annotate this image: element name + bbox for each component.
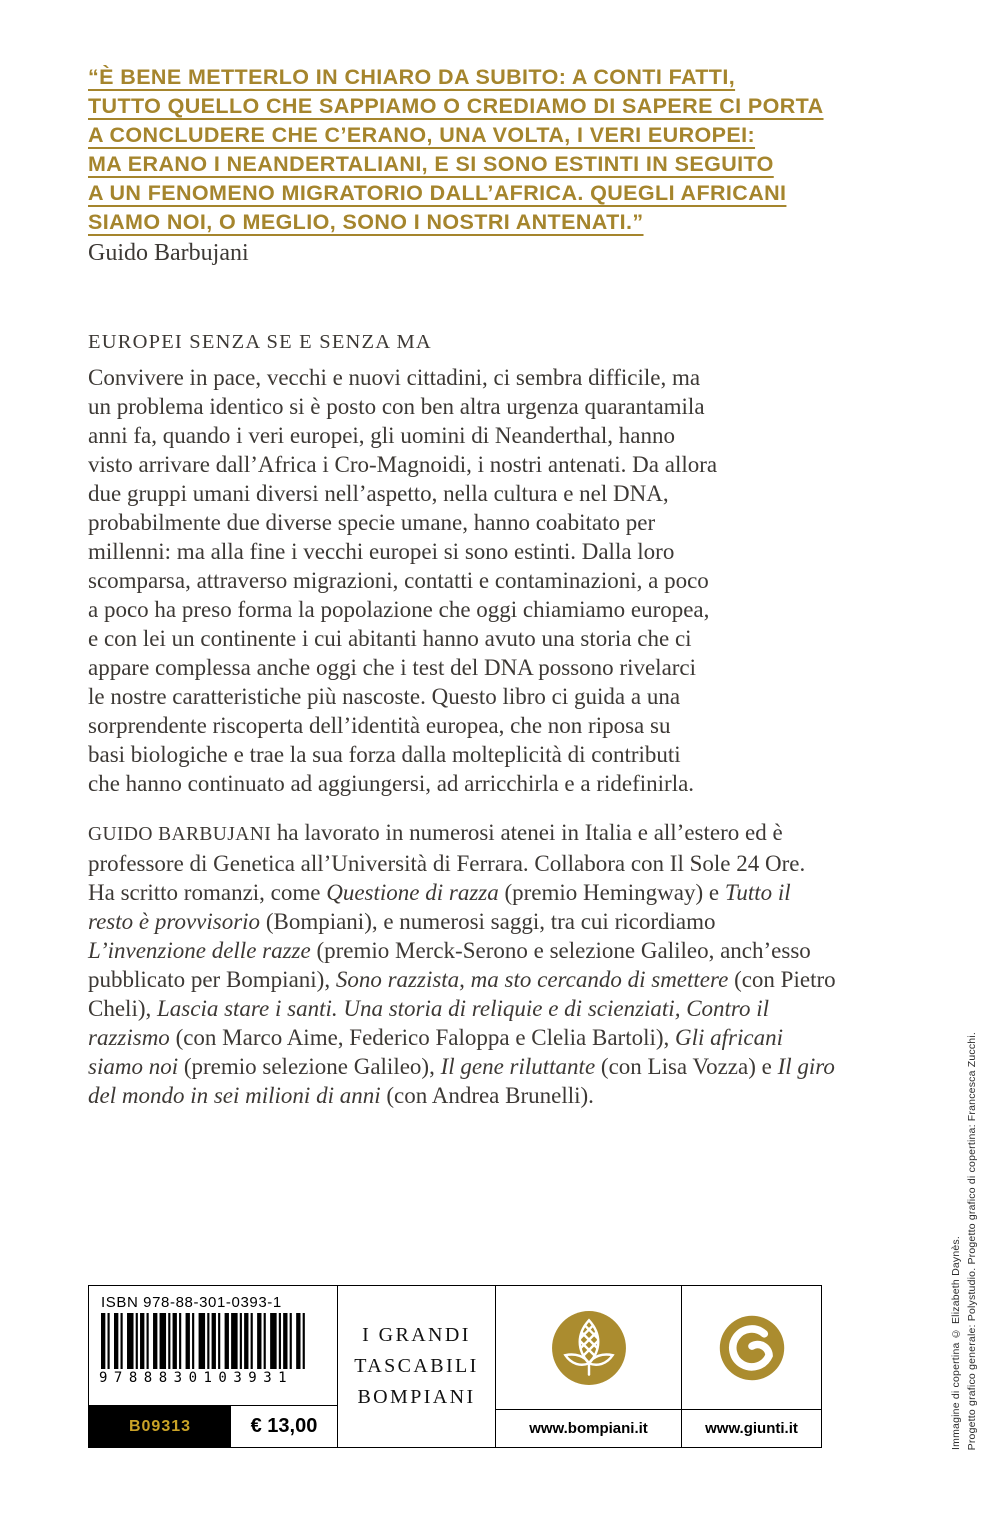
synopsis-heading: EUROPEI SENZA SE E SENZA MA <box>88 331 432 353</box>
credit-line-image: Immagine di copertina © Elizabeth Daynès. <box>950 1236 962 1450</box>
giunti-url: www.giunti.it <box>682 1409 821 1447</box>
price: € 13,00 <box>250 1415 318 1437</box>
bio-run: ha lavorato in numerosi atenei in Italia e all’estero ed è professore di Genetica all’Università di Ferrara. Collabora con Il Sole 24 Ore. Ha scritto romanzi, come <box>88 820 806 905</box>
text-line: millenni: ma alla fine i vecchi europei si sono estinti. Dalla loro <box>88 539 675 564</box>
bio-run: (premio Merck-Serono e selezione Galileo, anch’esso pubblicato per Bompiani), <box>88 938 811 992</box>
footer-strip <box>88 1285 822 1448</box>
text-line: e con lei un continente i cui abitanti hanno avuto una storia che ci <box>88 626 692 651</box>
bio-run: (premio Hemingway) e <box>498 880 725 905</box>
text-line: a poco ha preso forma la popolazione che oggi chiamiamo europea, <box>88 597 710 622</box>
barcode-icon <box>101 1313 307 1369</box>
bompiani-panel <box>495 1286 681 1447</box>
text-line: “È BENE METTERLO IN CHIARO DA SUBITO: A CONTI FATTI, <box>88 65 736 89</box>
bompiani-logo-area <box>496 1286 681 1409</box>
text-line: appare complessa anche oggi che i test del DNA possono rivelarci <box>88 655 697 680</box>
bio-run: (premio selezione Galileo), <box>178 1054 441 1079</box>
text-line: visto arrivare dall’Africa i Cro-Magnoidi, i nostri antenati. Da allora <box>88 452 718 477</box>
text-line: A CONCLUDERE CHE C’ERANO, UNA VOLTA, I VERI EUROPEI: <box>88 123 756 147</box>
text-line: TASCABILI <box>354 1355 479 1377</box>
bio-run: Tutto il resto è provvisorio <box>88 880 791 934</box>
price-row <box>89 1405 337 1447</box>
bio-run: (con Marco Aime, Federico Faloppa e Clelia Bartoli), <box>169 1025 676 1050</box>
bompiani-url: www.bompiani.it <box>496 1409 681 1447</box>
giunti-panel <box>681 1286 821 1447</box>
text-line: probabilmente due diverse specie umane, hanno coabitato per <box>88 510 656 535</box>
bio-run: Gli africani siamo noi <box>88 1025 784 1079</box>
text-line: A UN FENOMENO MIGRATORIO DALL’AFRICA. QUEGLI AFRICANI <box>88 181 787 205</box>
barcode-panel <box>89 1286 337 1447</box>
bio-run: GUIDO BARBUJANI <box>88 824 272 845</box>
credits-vertical <box>950 1032 978 1450</box>
text-line: che hanno continuato ad aggiungersi, ad arricchirla e a ridefinirla. <box>88 771 695 796</box>
isbn-label: ISBN 978-88-301-0393-1 <box>101 1294 282 1311</box>
text-line: BOMPIANI <box>357 1386 476 1408</box>
text-line: I GRANDI <box>362 1324 471 1346</box>
text-line: scomparsa, attraverso migrazioni, contatti e contaminazioni, a poco <box>88 568 709 593</box>
bio-run: Sono razzista, ma sto cercando di smettere <box>335 967 729 992</box>
text-line: basi biologiche e trae la sua forza dalla molteplicità di contributi <box>88 742 681 767</box>
bompiani-flower-icon <box>550 1309 628 1387</box>
synopsis-text <box>88 363 908 798</box>
bio-run: Questione di razza <box>326 880 499 905</box>
barcode-digits: 9788830103931 <box>99 1370 294 1386</box>
text-line: SIAMO NOI, O MEGLIO, SONO I NOSTRI ANTENATI.” <box>88 210 644 234</box>
giunti-logo-area <box>682 1286 821 1409</box>
bio-run: (con Pietro Cheli), <box>88 967 836 1021</box>
text-line: le nostre caratteristiche più nascoste. Questo libro ci guida a una <box>88 684 681 709</box>
text-line: Convivere in pace, vecchi e nuovi cittadini, ci sembra difficile, ma <box>88 365 701 390</box>
text-line: due gruppi umani diversi nell’aspetto, nella cultura e nel DNA, <box>88 481 669 506</box>
text-line: sorprendente riscoperta dell’identità europea, che non riposa su <box>88 713 671 738</box>
series-panel <box>337 1286 495 1447</box>
credit-line-design: Progetto grafico generale: Polystudio. Progetto grafico di copertina: Francesca Zucchi. <box>966 1031 978 1450</box>
bio-run: Il giro del mondo in sei milioni di anni <box>88 1054 835 1108</box>
bio-run: (Bompiani), e numerosi saggi, tra cui ricordiamo <box>260 909 716 934</box>
text-line: un problema identico si è posto con ben altra urgenza quarantamila <box>88 394 705 419</box>
bio-run: L’invenzione delle razze <box>88 938 311 963</box>
cover-quote <box>88 63 908 237</box>
bio-run: (con Andrea Brunelli). <box>380 1083 594 1108</box>
text-line: MA ERANO I NEANDERTALIANI, E SI SONO ESTINTI IN SEGUITO <box>88 152 774 176</box>
bio-run: Il gene riluttante <box>440 1054 596 1079</box>
text-line: TUTTO QUELLO CHE SAPPIAMO O CREDIAMO DI SAPERE CI PORTA <box>88 94 824 118</box>
edition-code: B09313 <box>89 1406 231 1447</box>
author-bio <box>88 818 836 1110</box>
bio-run: Lascia stare i santi. Una storia di reliquie e di scienziati, Contro il razzismo <box>88 996 770 1050</box>
text-line: anni fa, quando i veri europei, gli uomini di Neanderthal, hanno <box>88 423 675 448</box>
quote-attribution: Guido Barbujani <box>88 240 249 266</box>
bio-run: (con Lisa Vozza) e <box>595 1054 778 1079</box>
giunti-swirl-icon <box>716 1312 788 1384</box>
